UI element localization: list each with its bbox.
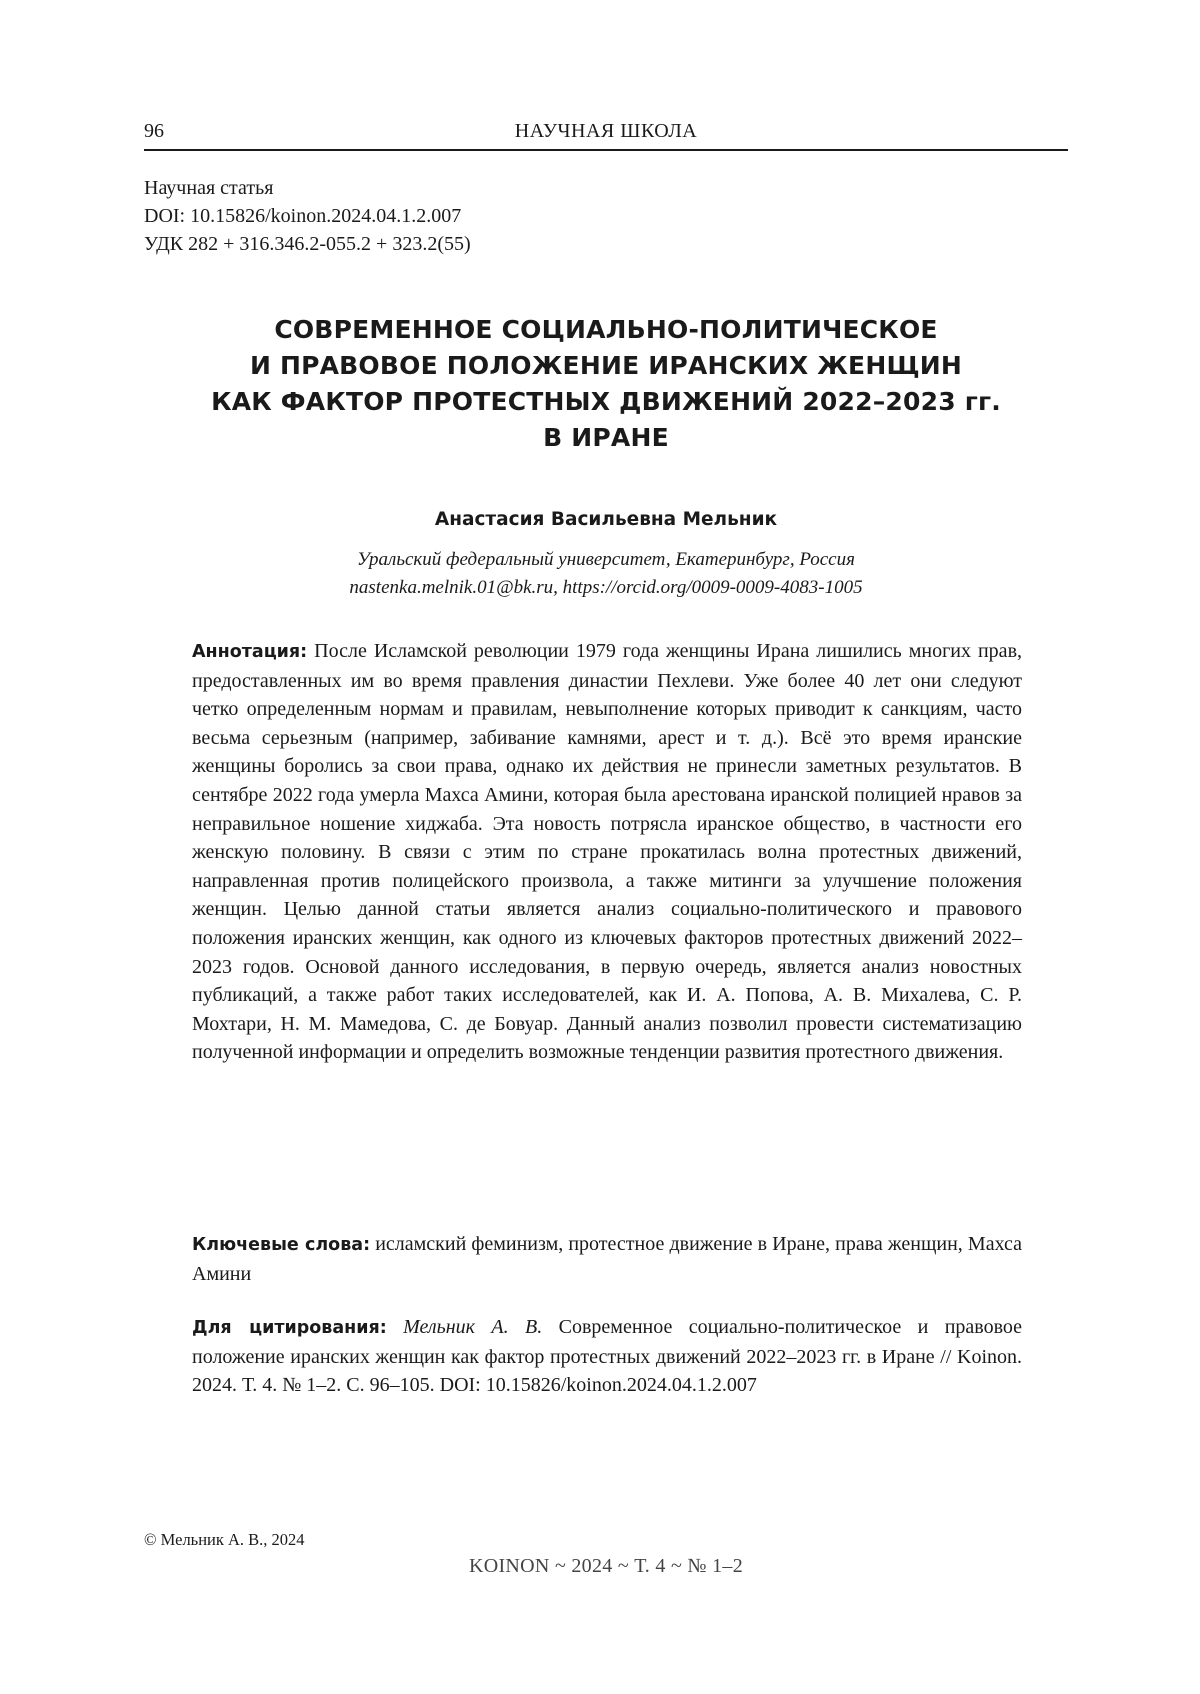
author-affiliation-block [144,546,1068,602]
abstract-text: После Исламской революции 1979 года женщины Ирана лишились многих прав, предоставленных им во время правления династии Пехлеви. Уже более 40 лет они следуют четко определенным нормам и правилам, невыполнение которых приводит к санкциям, часто весьма серьезным (например, забивание камнями, арест и т. д.). Всё это время иранские женщины боролись за свои права, однако их действия не принесли заметных результатов. В сентябре 2022 года умерла Махса Амини, которая была арестована иранской полицией нравов за неправильное ношение хиджаба. Эта новость потрясла иранское общество, в частности его женскую половину. В связи с этим по стране прокатилась волна протестных движений, направленная против полицейского произвола, а также митинги за улучшение положения женщин. Целью данной статьи является анализ социально-политического и правового положения иранских женщин, как одного из ключевых факторов протестных движений 2022–2023 годов. Основой данного исследования, в первую очередь, является анализ новостных публикаций, а также работ таких исследователей, как И. А. Попова, А. В. Михалева, С. Р. Мохтари, Н. М. Мамедова, С. де Бовуар. Данный анализ позволил провести систематизацию полученной информации и определить возможные тенденции развития протестного движения. [192,640,1022,1063]
author-name: Анастасия Васильевна Мельник [144,506,1068,534]
article-doi: DOI: 10.15826/koinon.2024.04.1.2.007 [144,202,471,230]
citation [192,1313,1022,1400]
keywords-label: Ключевые слова: [192,1235,370,1255]
header-rule [144,149,1068,151]
page-number: 96 [144,116,164,146]
article-type: Научная статья [144,174,471,202]
running-head [144,116,1068,146]
abstract-label: Аннотация: [192,642,307,662]
title-line: И ПРАВОВОЕ ПОЛОЖЕНИЕ ИРАНСКИХ ЖЕНЩИН [144,348,1068,384]
article-meta [144,174,471,258]
citation-label: Для цитирования: [192,1318,387,1338]
article-title [144,312,1068,456]
article-udc: УДК 282 + 316.346.2-055.2 + 323.2(55) [144,230,471,258]
abstract [192,637,1022,1067]
keywords [192,1230,1022,1288]
journal-section-title: НАУЧНАЯ ШКОЛА [144,116,1068,146]
author-contacts[interactable]: nastenka.melnik.01@bk.ru, https://orcid.org/0009-0009-4083-1005 [144,574,1068,602]
title-line: КАК ФАКТОР ПРОТЕСТНЫХ ДВИЖЕНИЙ 2022–2023 гг. [144,384,1068,420]
citation-text: Современное социально-политическое и правовое положение иранских женщин как фактор протестных движений 2022–2023 гг. в Иране // Koinon. 2024. Т. 4. № 1–2. С. 96–105. DOI: 10.15826/koinon.2024.04.1.2.007 [192,1316,1022,1396]
author-affiliation: Уральский федеральный университет, Екатеринбург, Россия [144,546,1068,574]
title-line: В ИРАНЕ [144,420,1068,456]
title-line: СОВРЕМЕННОЕ СОЦИАЛЬНО-ПОЛИТИЧЕСКОЕ [144,312,1068,348]
citation-author: Мельник А. В. [403,1316,542,1338]
journal-footer: KOINON ~ 2024 ~ Т. 4 ~ № 1–2 [144,1551,1068,1581]
copyright-notice: © Мельник А. В., 2024 [144,1528,305,1552]
keywords-text: исламский феминизм, протестное движение в Иране, права женщин, Махса Амини [192,1233,1022,1285]
